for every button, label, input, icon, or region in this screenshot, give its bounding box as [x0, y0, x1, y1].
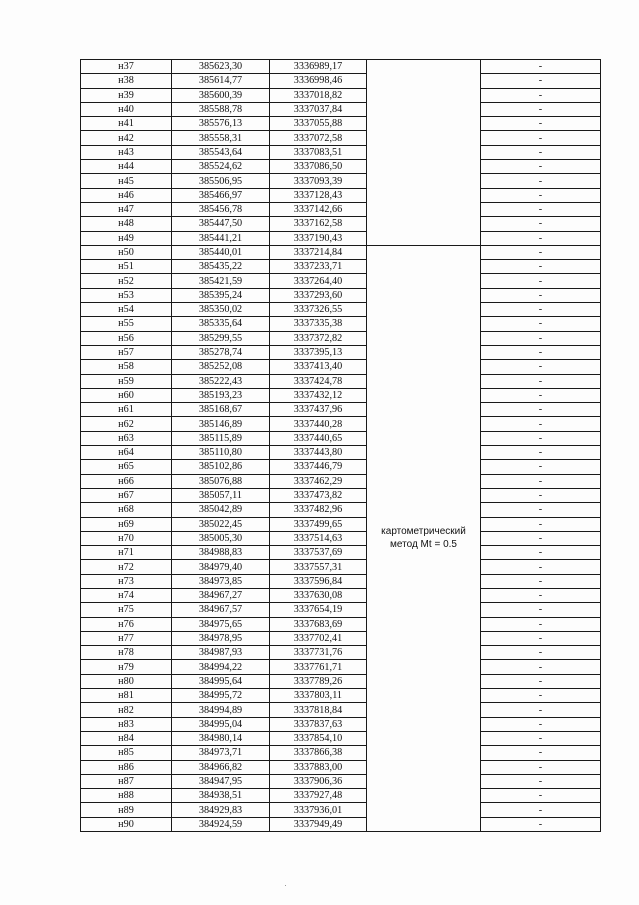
y-coordinate-cell: 3337264,40: [270, 274, 367, 288]
dash-cell: -: [481, 331, 601, 345]
point-name-cell: н61: [81, 403, 172, 417]
x-coordinate-cell: 385115,89: [172, 431, 270, 445]
table-row: [81, 617, 601, 631]
y-coordinate-cell: 3337372,82: [270, 331, 367, 345]
y-coordinate-cell: 3337128,43: [270, 188, 367, 202]
table-row: [81, 345, 601, 359]
y-coordinate-cell: 3337837,63: [270, 717, 367, 731]
point-name-cell: н48: [81, 217, 172, 231]
x-coordinate-cell: 385193,23: [172, 388, 270, 402]
point-name-cell: н67: [81, 488, 172, 502]
point-name-cell: н65: [81, 460, 172, 474]
dash-cell: -: [481, 202, 601, 216]
dash-cell: -: [481, 117, 601, 131]
y-coordinate-cell: 3337335,38: [270, 317, 367, 331]
y-coordinate-cell: 3337440,65: [270, 431, 367, 445]
y-coordinate-cell: 3337093,39: [270, 174, 367, 188]
table-row: [81, 531, 601, 545]
dash-cell: -: [481, 360, 601, 374]
dash-cell: -: [481, 417, 601, 431]
y-coordinate-cell: 3337462,29: [270, 474, 367, 488]
dash-cell: -: [481, 531, 601, 545]
table-row: [81, 188, 601, 202]
point-name-cell: н54: [81, 303, 172, 317]
table-row: [81, 331, 601, 345]
table-row: [81, 303, 601, 317]
table-row: [81, 803, 601, 817]
x-coordinate-cell: 385421,59: [172, 274, 270, 288]
point-name-cell: н77: [81, 631, 172, 645]
x-coordinate-cell: 385278,74: [172, 345, 270, 359]
point-name-cell: н51: [81, 260, 172, 274]
dash-cell: -: [481, 560, 601, 574]
table-row: [81, 446, 601, 460]
point-name-cell: н62: [81, 417, 172, 431]
x-coordinate-cell: 384979,40: [172, 560, 270, 574]
x-coordinate-cell: 385441,21: [172, 231, 270, 245]
point-name-cell: н73: [81, 574, 172, 588]
table-row: [81, 488, 601, 502]
point-name-cell: н58: [81, 360, 172, 374]
y-coordinate-cell: 3337395,13: [270, 345, 367, 359]
x-coordinate-cell: 385042,89: [172, 503, 270, 517]
x-coordinate-cell: 385222,43: [172, 374, 270, 388]
table-row: [81, 60, 601, 74]
point-name-cell: н86: [81, 760, 172, 774]
x-coordinate-cell: 385456,78: [172, 202, 270, 216]
x-coordinate-cell: 384973,85: [172, 574, 270, 588]
y-coordinate-cell: 3337072,58: [270, 131, 367, 145]
point-name-cell: н68: [81, 503, 172, 517]
y-coordinate-cell: 3337818,84: [270, 703, 367, 717]
table-row: [81, 774, 601, 788]
table-row: [81, 703, 601, 717]
scan-speck: [285, 885, 286, 886]
y-coordinate-cell: 3337446,79: [270, 460, 367, 474]
table-row: [81, 789, 601, 803]
dash-cell: -: [481, 774, 601, 788]
dash-cell: -: [481, 145, 601, 159]
point-name-cell: н70: [81, 531, 172, 545]
point-name-cell: н64: [81, 446, 172, 460]
point-name-cell: н50: [81, 245, 172, 259]
dash-cell: -: [481, 603, 601, 617]
x-coordinate-cell: 385524,62: [172, 160, 270, 174]
table-row: [81, 145, 601, 159]
x-coordinate-cell: 384975,65: [172, 617, 270, 631]
y-coordinate-cell: 3337630,08: [270, 588, 367, 602]
point-name-cell: н85: [81, 746, 172, 760]
table-row: [81, 260, 601, 274]
point-name-cell: н78: [81, 646, 172, 660]
x-coordinate-cell: 384929,83: [172, 803, 270, 817]
point-name-cell: н84: [81, 731, 172, 745]
method-cell: картометрический метод Mt = 0.5: [367, 245, 481, 831]
point-name-cell: н41: [81, 117, 172, 131]
y-coordinate-cell: 3337927,48: [270, 789, 367, 803]
table-row: [81, 689, 601, 703]
point-name-cell: н76: [81, 617, 172, 631]
table-row: [81, 431, 601, 445]
y-coordinate-cell: 3337142,66: [270, 202, 367, 216]
point-name-cell: н40: [81, 102, 172, 116]
y-coordinate-cell: 3337083,51: [270, 145, 367, 159]
x-coordinate-cell: 385576,13: [172, 117, 270, 131]
dash-cell: -: [481, 288, 601, 302]
y-coordinate-cell: 3337731,76: [270, 646, 367, 660]
x-coordinate-cell: 384995,04: [172, 717, 270, 731]
table-row: [81, 560, 601, 574]
table-row: [81, 717, 601, 731]
y-coordinate-cell: 3337654,19: [270, 603, 367, 617]
dash-cell: -: [481, 546, 601, 560]
dash-cell: -: [481, 460, 601, 474]
x-coordinate-cell: 385110,80: [172, 446, 270, 460]
table-row: [81, 546, 601, 560]
x-coordinate-cell: 385623,30: [172, 60, 270, 74]
x-coordinate-cell: 384978,95: [172, 631, 270, 645]
table-row: [81, 574, 601, 588]
x-coordinate-cell: 385335,64: [172, 317, 270, 331]
point-name-cell: н88: [81, 789, 172, 803]
dash-cell: -: [481, 231, 601, 245]
y-coordinate-cell: 3337936,01: [270, 803, 367, 817]
table-row: [81, 474, 601, 488]
y-coordinate-cell: 3337018,82: [270, 88, 367, 102]
coordinates-table: [80, 59, 601, 832]
table-row: [81, 760, 601, 774]
table-row: [81, 403, 601, 417]
table-row: [81, 646, 601, 660]
point-name-cell: н71: [81, 546, 172, 560]
y-coordinate-cell: 3337761,71: [270, 660, 367, 674]
y-coordinate-cell: 3337440,28: [270, 417, 367, 431]
table-row: [81, 660, 601, 674]
dash-cell: -: [481, 374, 601, 388]
y-coordinate-cell: 3337190,43: [270, 231, 367, 245]
point-name-cell: н79: [81, 660, 172, 674]
x-coordinate-cell: 385146,89: [172, 417, 270, 431]
y-coordinate-cell: 3337906,36: [270, 774, 367, 788]
x-coordinate-cell: 385447,50: [172, 217, 270, 231]
point-name-cell: н59: [81, 374, 172, 388]
y-coordinate-cell: 3337514,63: [270, 531, 367, 545]
dash-cell: -: [481, 660, 601, 674]
table-row: [81, 417, 601, 431]
y-coordinate-cell: 3337683,69: [270, 617, 367, 631]
y-coordinate-cell: 3336998,46: [270, 74, 367, 88]
x-coordinate-cell: 384966,82: [172, 760, 270, 774]
y-coordinate-cell: 3336989,17: [270, 60, 367, 74]
dash-cell: -: [481, 731, 601, 745]
dash-cell: -: [481, 674, 601, 688]
y-coordinate-cell: 3337949,49: [270, 817, 367, 831]
y-coordinate-cell: 3337293,60: [270, 288, 367, 302]
y-coordinate-cell: 3337557,31: [270, 560, 367, 574]
y-coordinate-cell: 3337443,80: [270, 446, 367, 460]
y-coordinate-cell: 3337537,69: [270, 546, 367, 560]
y-coordinate-cell: 3337432,12: [270, 388, 367, 402]
dash-cell: -: [481, 388, 601, 402]
dash-cell: -: [481, 817, 601, 831]
table-row: [81, 503, 601, 517]
point-name-cell: н56: [81, 331, 172, 345]
y-coordinate-cell: 3337437,96: [270, 403, 367, 417]
x-coordinate-cell: 385299,55: [172, 331, 270, 345]
point-name-cell: н69: [81, 517, 172, 531]
point-name-cell: н55: [81, 317, 172, 331]
point-name-cell: н47: [81, 202, 172, 216]
point-name-cell: н83: [81, 717, 172, 731]
y-coordinate-cell: 3337326,55: [270, 303, 367, 317]
x-coordinate-cell: 385435,22: [172, 260, 270, 274]
y-coordinate-cell: 3337596,84: [270, 574, 367, 588]
y-coordinate-cell: 3337473,82: [270, 488, 367, 502]
x-coordinate-cell: 384988,83: [172, 546, 270, 560]
dash-cell: -: [481, 303, 601, 317]
y-coordinate-cell: 3337055,88: [270, 117, 367, 131]
y-coordinate-cell: 3337499,65: [270, 517, 367, 531]
dash-cell: -: [481, 474, 601, 488]
x-coordinate-cell: 385005,30: [172, 531, 270, 545]
point-name-cell: н53: [81, 288, 172, 302]
y-coordinate-cell: 3337866,38: [270, 746, 367, 760]
x-coordinate-cell: 385588,78: [172, 102, 270, 116]
dash-cell: -: [481, 689, 601, 703]
point-name-cell: н37: [81, 60, 172, 74]
point-name-cell: н44: [81, 160, 172, 174]
dash-cell: -: [481, 503, 601, 517]
table-row: [81, 160, 601, 174]
table-row: [81, 117, 601, 131]
x-coordinate-cell: 384967,57: [172, 603, 270, 617]
dash-cell: -: [481, 174, 601, 188]
dash-cell: -: [481, 746, 601, 760]
y-coordinate-cell: 3337214,84: [270, 245, 367, 259]
x-coordinate-cell: 385614,77: [172, 74, 270, 88]
table-row: [81, 288, 601, 302]
x-coordinate-cell: 385506,95: [172, 174, 270, 188]
y-coordinate-cell: 3337803,11: [270, 689, 367, 703]
table-row: [81, 231, 601, 245]
table-row: [81, 603, 601, 617]
table-row: [81, 374, 601, 388]
point-name-cell: н89: [81, 803, 172, 817]
y-coordinate-cell: 3337482,96: [270, 503, 367, 517]
dash-cell: -: [481, 488, 601, 502]
dash-cell: -: [481, 646, 601, 660]
table-row: [81, 588, 601, 602]
dash-cell: -: [481, 88, 601, 102]
y-coordinate-cell: 3337086,50: [270, 160, 367, 174]
dash-cell: -: [481, 260, 601, 274]
x-coordinate-cell: 385395,24: [172, 288, 270, 302]
point-name-cell: н42: [81, 131, 172, 145]
dash-cell: -: [481, 403, 601, 417]
x-coordinate-cell: 384994,22: [172, 660, 270, 674]
x-coordinate-cell: 385440,01: [172, 245, 270, 259]
y-coordinate-cell: 3337854,10: [270, 731, 367, 745]
table-row: [81, 245, 601, 259]
table-row: [81, 202, 601, 216]
y-coordinate-cell: 3337037,84: [270, 102, 367, 116]
table-row: [81, 174, 601, 188]
point-name-cell: н43: [81, 145, 172, 159]
dash-cell: -: [481, 317, 601, 331]
dash-cell: -: [481, 617, 601, 631]
dash-cell: -: [481, 588, 601, 602]
y-coordinate-cell: 3337162,58: [270, 217, 367, 231]
x-coordinate-cell: 384980,14: [172, 731, 270, 745]
x-coordinate-cell: 384967,27: [172, 588, 270, 602]
x-coordinate-cell: 384994,89: [172, 703, 270, 717]
x-coordinate-cell: 385057,11: [172, 488, 270, 502]
table-row: [81, 131, 601, 145]
dash-cell: -: [481, 631, 601, 645]
x-coordinate-cell: 385076,88: [172, 474, 270, 488]
x-coordinate-cell: 385168,67: [172, 403, 270, 417]
point-name-cell: н39: [81, 88, 172, 102]
x-coordinate-cell: 384947,95: [172, 774, 270, 788]
dash-cell: -: [481, 717, 601, 731]
y-coordinate-cell: 3337413,40: [270, 360, 367, 374]
x-coordinate-cell: 385252,08: [172, 360, 270, 374]
dash-cell: -: [481, 102, 601, 116]
table-row: [81, 817, 601, 831]
point-name-cell: н75: [81, 603, 172, 617]
x-coordinate-cell: 384995,64: [172, 674, 270, 688]
table-row: [81, 360, 601, 374]
point-name-cell: н90: [81, 817, 172, 831]
x-coordinate-cell: 385543,64: [172, 145, 270, 159]
y-coordinate-cell: 3337702,41: [270, 631, 367, 645]
table-row: [81, 674, 601, 688]
table-row: [81, 217, 601, 231]
x-coordinate-cell: 384987,93: [172, 646, 270, 660]
point-name-cell: н87: [81, 774, 172, 788]
table-row: [81, 317, 601, 331]
x-coordinate-cell: 384995,72: [172, 689, 270, 703]
point-name-cell: н82: [81, 703, 172, 717]
table-row: [81, 388, 601, 402]
x-coordinate-cell: 385558,31: [172, 131, 270, 145]
point-name-cell: н45: [81, 174, 172, 188]
table-row: [81, 746, 601, 760]
method-cell: [367, 60, 481, 246]
x-coordinate-cell: 385102,86: [172, 460, 270, 474]
x-coordinate-cell: 384938,51: [172, 789, 270, 803]
point-name-cell: н66: [81, 474, 172, 488]
x-coordinate-cell: 385466,97: [172, 188, 270, 202]
coordinates-table-body: [81, 60, 601, 832]
x-coordinate-cell: 384973,71: [172, 746, 270, 760]
dash-cell: -: [481, 431, 601, 445]
table-row: [81, 88, 601, 102]
dash-cell: -: [481, 131, 601, 145]
table-row: [81, 74, 601, 88]
y-coordinate-cell: 3337883,00: [270, 760, 367, 774]
table-row: [81, 517, 601, 531]
table-row: [81, 460, 601, 474]
point-name-cell: н38: [81, 74, 172, 88]
point-name-cell: н72: [81, 560, 172, 574]
y-coordinate-cell: 3337789,26: [270, 674, 367, 688]
y-coordinate-cell: 3337424,78: [270, 374, 367, 388]
table-row: [81, 731, 601, 745]
x-coordinate-cell: 385350,02: [172, 303, 270, 317]
dash-cell: -: [481, 760, 601, 774]
x-coordinate-cell: 385600,39: [172, 88, 270, 102]
dash-cell: -: [481, 574, 601, 588]
dash-cell: -: [481, 703, 601, 717]
x-coordinate-cell: 384924,59: [172, 817, 270, 831]
dash-cell: -: [481, 188, 601, 202]
dash-cell: -: [481, 345, 601, 359]
table-row: [81, 631, 601, 645]
dash-cell: -: [481, 160, 601, 174]
dash-cell: -: [481, 74, 601, 88]
table-row: [81, 274, 601, 288]
point-name-cell: н57: [81, 345, 172, 359]
dash-cell: -: [481, 60, 601, 74]
dash-cell: -: [481, 803, 601, 817]
dash-cell: -: [481, 446, 601, 460]
point-name-cell: н81: [81, 689, 172, 703]
dash-cell: -: [481, 245, 601, 259]
point-name-cell: н52: [81, 274, 172, 288]
point-name-cell: н49: [81, 231, 172, 245]
table-row: [81, 102, 601, 116]
y-coordinate-cell: 3337233,71: [270, 260, 367, 274]
dash-cell: -: [481, 789, 601, 803]
dash-cell: -: [481, 217, 601, 231]
x-coordinate-cell: 385022,45: [172, 517, 270, 531]
dash-cell: -: [481, 274, 601, 288]
point-name-cell: н63: [81, 431, 172, 445]
point-name-cell: н74: [81, 588, 172, 602]
point-name-cell: н80: [81, 674, 172, 688]
point-name-cell: н46: [81, 188, 172, 202]
dash-cell: -: [481, 517, 601, 531]
point-name-cell: н60: [81, 388, 172, 402]
